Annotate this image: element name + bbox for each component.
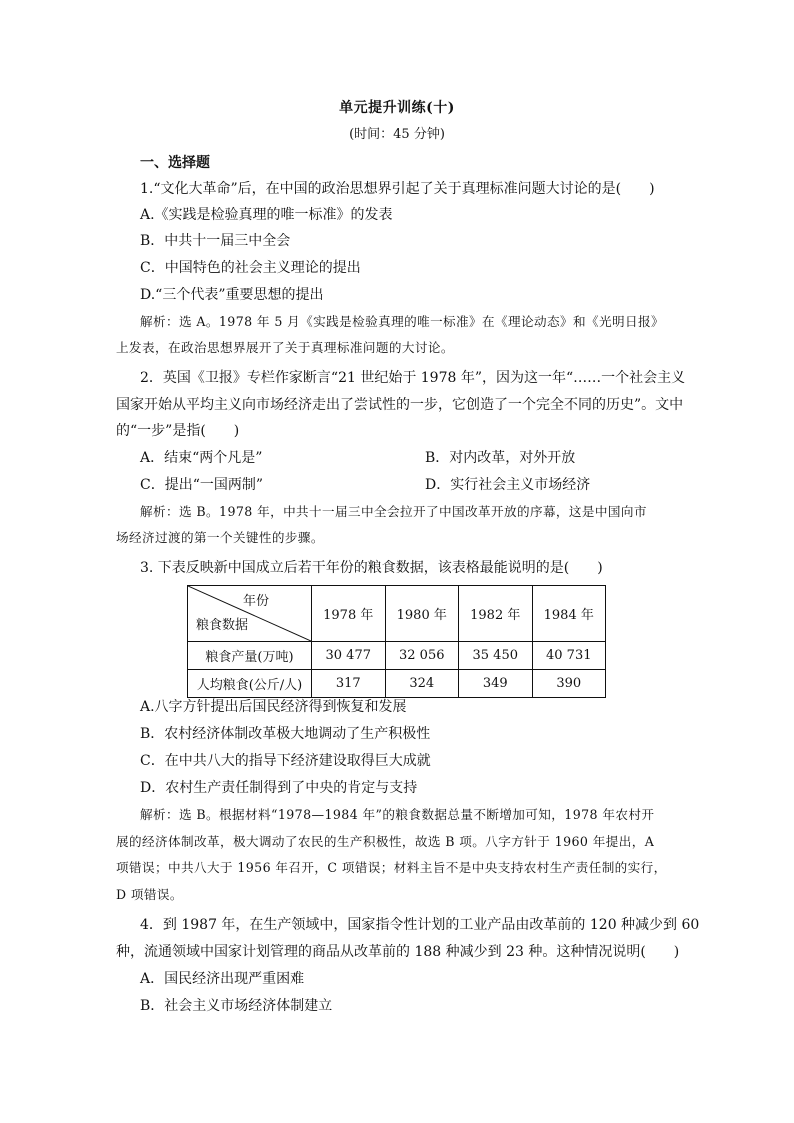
row-label: 粮食产量(万吨) <box>188 642 312 670</box>
year-header: 1982 年 <box>459 586 533 642</box>
q3-analysis-line: D 项错误。 <box>116 887 183 902</box>
grain-data-table <box>187 585 606 698</box>
q4-stem-line: 种，流通领域中国家计划管理的商品从改革前的 188 种减少到 23 种。这种情况说明( ) <box>116 944 680 960</box>
q4-option-a: A．国民经济出现严重困难 <box>140 971 305 987</box>
q4-option-b: B．社会主义市场经济体制建立 <box>140 998 333 1014</box>
corner-top-label: 年份 <box>242 594 269 609</box>
q2-stem-line: 的“一步”是指( ) <box>116 423 240 439</box>
q4-stem-line: 4．到 1987 年，在生产领域中，国家指令性计划的工业产品由改革前的 120 种减少到 60 <box>140 917 700 933</box>
table-cell: 30 477 <box>312 642 386 670</box>
corner-bottom-label: 粮食数据 <box>196 618 249 633</box>
q2-stem-line: 国家开始从平均主义向市场经济走出了尝试性的一步，它创造了一个完全不同的历史”。文中 <box>116 397 684 413</box>
table-cell: 32 056 <box>385 642 459 670</box>
table-corner-cell <box>188 586 312 642</box>
year-header: 1984 年 <box>532 586 606 642</box>
row-label: 人均粮食(公斤/人) <box>188 670 312 698</box>
table-row <box>188 670 606 698</box>
table-cell: 35 450 <box>459 642 533 670</box>
q1-analysis-line: 上发表，在政治思想界展开了关于真理标准问题的大讨论。 <box>116 340 454 355</box>
q3-analysis-line: 项错误；中共八大于 1956 年召开，C 项错误；材料主旨不是中央支持农村生产责任制的实行， <box>116 860 667 875</box>
q3-analysis-line: 展的经济体制改革，极大调动了农民的生产积极性，故选 B 项。八字方针于 1960 年提出，A <box>116 834 655 849</box>
year-header: 1980 年 <box>385 586 459 642</box>
q3-option-a: A.八字方针提出后国民经济得到恢复和发展 <box>140 699 407 715</box>
q3-option-d: D．农村生产责任制得到了中央的肯定与支持 <box>140 780 418 796</box>
q1-option-d: D.“三个代表”重要思想的提出 <box>140 287 324 303</box>
q3-analysis-line: 解析：选 B。根据材料“1978—1984 年”的粮食数据总量不断增加可知，1978 年农村开 <box>140 807 655 822</box>
q1-option-c: C．中国特色的社会主义理论的提出 <box>140 260 361 276</box>
q2-analysis-line: 解析：选 B。1978 年，中共十一届三中全会拉开了中国改革开放的序幕，这是中国向市 <box>140 504 647 519</box>
table-cell: 349 <box>459 670 533 698</box>
q1-stem: 1.“文化大革命”后，在中国的政治思想界引起了关于真理标准问题大讨论的是( ) <box>140 181 655 197</box>
q1-option-b: B．中共十一届三中全会 <box>140 233 291 249</box>
q2-analysis-line: 场经济过渡的第一个关键性的步骤。 <box>116 530 324 545</box>
q2-option-b: B．对内改革，对外开放 <box>425 450 576 466</box>
table-cell: 40 731 <box>532 642 606 670</box>
table-header-row <box>188 586 606 642</box>
q2-option-a: A．结束“两个凡是” <box>140 450 263 466</box>
table-cell: 324 <box>385 670 459 698</box>
q1-analysis-line: 解析：选 A。1978 年 5 月《实践是检验真理的唯一标准》在《理论动态》和《光明日报》 <box>140 314 664 329</box>
year-header: 1978 年 <box>312 586 386 642</box>
q3-stem: 3. 下表反映新中国成立后若干年份的粮食数据，该表格最能说明的是( ) <box>140 560 603 576</box>
q2-stem-line: 2．英国《卫报》专栏作家断言“21 世纪始于 1978 年”，因为这一年“……一个社会主义 <box>140 370 686 386</box>
table-cell: 317 <box>312 670 386 698</box>
q2-option-d: D．实行社会主义市场经济 <box>425 477 591 493</box>
q3-option-c: C．在中共八大的指导下经济建设取得巨大成就 <box>140 753 431 769</box>
time-limit: (时间：45 分钟) <box>349 127 445 142</box>
q2-option-c: C．提出“一国两制” <box>140 477 264 493</box>
page-title: 单元提升训练(十) <box>339 100 455 116</box>
section-heading: 一、选择题 <box>140 155 210 171</box>
q1-option-a: A.《实践是检验真理的唯一标准》的发表 <box>140 207 393 223</box>
table-cell: 390 <box>532 670 606 698</box>
table-row <box>188 642 606 670</box>
q3-option-b: B．农村经济体制改革极大地调动了生产积极性 <box>140 726 431 742</box>
